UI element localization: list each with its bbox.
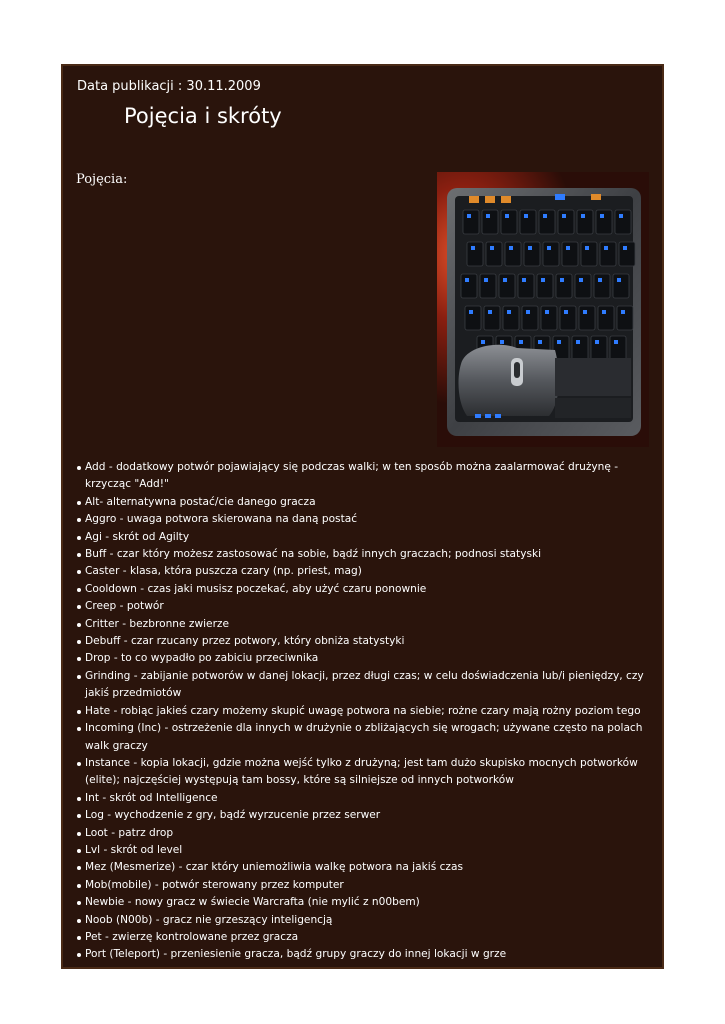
- list-item: Creep - potwór: [85, 598, 659, 615]
- page-title: Pojęcia i skróty: [124, 104, 282, 128]
- list-item: Newbie - nowy gracz w świecie Warcrafta (nie mylić z n00bem): [85, 894, 659, 911]
- list-item: Agi - skrót od Agilty: [85, 529, 659, 546]
- publication-date: Data publikacji : 30.11.2009: [77, 79, 261, 94]
- list-item: Mez (Mesmerize) - czar który uniemożliwia walkę potwora na jakiś czas: [85, 859, 659, 876]
- list-item: Log - wychodzenie z gry, bądź wyrzucenie przez serwer: [85, 807, 659, 824]
- list-item: Critter - bezbronne zwierze: [85, 616, 659, 633]
- list-item: Grinding - zabijanie potworów w danej lokacji, przez długi czas; w celu doświadczenia lub/i pieniędzy, czy jakiś przedmiotów: [85, 668, 659, 703]
- list-item: Caster - klasa, która puszcza czary (np. priest, mag): [85, 563, 659, 580]
- terms-list: [85, 459, 659, 964]
- list-item: Instance - kopia lokacji, gdzie można wejść tylko z drużyną; jest tam dużo skupisko mocnych potworków (elite); najczęściej występują tam bossy, które są silniejsze od innych potworków: [85, 755, 659, 790]
- article-panel: [61, 64, 664, 969]
- list-item: Int - skrót od Intelligence: [85, 790, 659, 807]
- list-item: Incoming (Inc) - ostrzeżenie dla innych w drużynie o zbliżających się wrogach; używane często na polach walk graczy: [85, 720, 659, 755]
- list-item: Loot - patrz drop: [85, 825, 659, 842]
- list-item: Add - dodatkowy potwór pojawiający się podczas walki; w ten sposób można zaalarmować drużynę - krzycząc "Add!": [85, 459, 659, 494]
- list-item: Pet - zwierzę kontrolowane przez gracza: [85, 929, 659, 946]
- list-item: Mob(mobile) - potwór sterowany przez komputer: [85, 877, 659, 894]
- list-item: Cooldown - czas jaki musisz poczekać, aby użyć czaru ponownie: [85, 581, 659, 598]
- section-heading: Pojęcia:: [76, 172, 128, 187]
- list-item: Debuff - czar rzucany przez potwory, który obniża statystyki: [85, 633, 659, 650]
- list-item: Drop - to co wypadło po zabiciu przeciwnika: [85, 650, 659, 667]
- bottom-led-keys: [475, 414, 501, 418]
- list-item: Noob (N00b) - gracz nie grzeszący inteligencją: [85, 912, 659, 929]
- list-item: Port (Teleport) - przeniesienie gracza, bądź grupy graczy do innej lokacji w grze: [85, 946, 659, 963]
- list-item: Alt- alternatywna postać/cie danego gracza: [85, 494, 659, 511]
- list-item: Lvl - skrót od level: [85, 842, 659, 859]
- list-item: Hate - robiąc jakieś czary możemy skupić uwagę potwora na siebie; rożne czary mają rożny poziom tego: [85, 703, 659, 720]
- list-item: Buff - czar który możesz zastosować na sobie, bądź innych graczach; podnosi statyski: [85, 546, 659, 563]
- keyboard-mouse-image: [437, 172, 649, 447]
- list-item: Aggro - uwaga potwora skierowana na daną postać: [85, 511, 659, 528]
